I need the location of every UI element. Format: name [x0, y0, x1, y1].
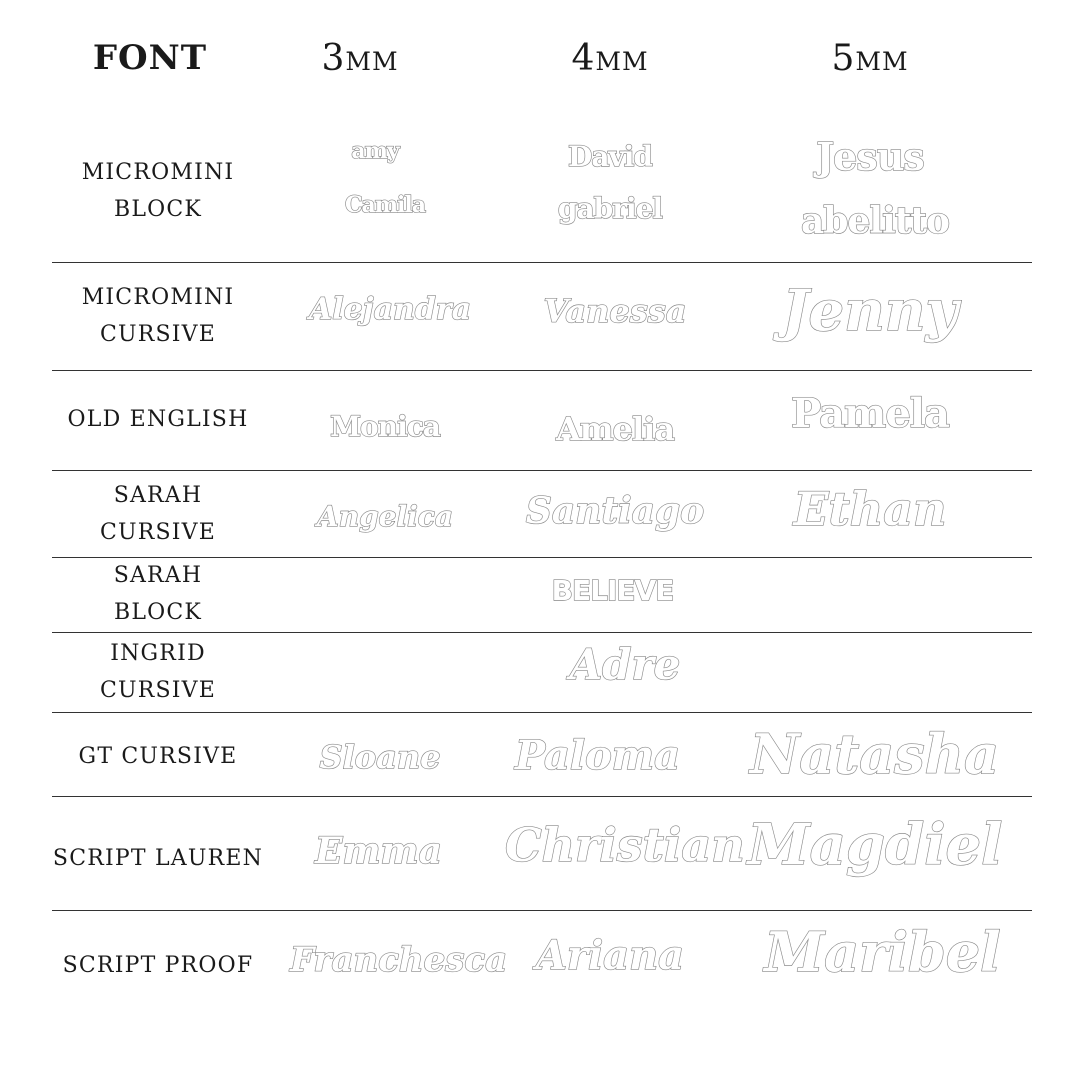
sample-believe: BELIEVE: [551, 574, 674, 607]
sample-abelitto: abelitto: [800, 200, 950, 242]
label-line: BLOCK: [113, 600, 203, 625]
row-label-micromini-cursive: [52, 279, 264, 353]
row-divider: [52, 262, 1032, 263]
sample-emma: Emma: [315, 830, 442, 872]
sample-franchesca: Franchesca: [290, 940, 508, 980]
sample-jesus: Jesus: [816, 134, 924, 179]
sample-natasha: Natasha: [750, 722, 999, 786]
row-divider: [52, 712, 1032, 713]
label-line: MICROMINI: [81, 160, 235, 185]
label-line: CURSIVE: [99, 678, 217, 703]
header-font: FONT: [92, 38, 208, 78]
label-line: SARAH: [113, 563, 203, 588]
header-4mm: 4mm: [571, 38, 649, 79]
row-label-script-proof: [52, 947, 264, 984]
sample-alejandra: Alejandra: [308, 292, 472, 327]
row-label-micromini-block: [52, 154, 264, 228]
sample-david: David: [568, 140, 652, 173]
sample-amy: amy: [351, 138, 399, 164]
header-3mm: 3mm: [321, 38, 399, 79]
sample-angelica: Angelica: [317, 500, 453, 533]
row-label-ingrid-cursive: [52, 635, 264, 709]
label-line: MICROMINI: [81, 285, 235, 310]
sample-paloma: Paloma: [515, 732, 681, 779]
sample-amelia: Amelia: [555, 410, 675, 448]
sample-camila: Camila: [344, 192, 425, 218]
sample-monica: Monica: [330, 410, 440, 443]
label-line: SARAH: [113, 483, 203, 508]
row-label-sarah-cursive: [52, 477, 264, 551]
label-line: GT CURSIVE: [78, 744, 238, 769]
row-divider: [52, 910, 1032, 911]
header-5mm: 5mm: [831, 38, 909, 79]
sample-gabriel: gabriel: [557, 192, 663, 225]
sample-ethan: Ethan: [793, 482, 947, 536]
sample-adre: Adre: [569, 640, 681, 689]
sample-magdiel: Magdiel: [747, 812, 1003, 878]
row-divider: [52, 470, 1032, 471]
sample-jenny: Jenny: [781, 278, 959, 344]
row-divider: [52, 632, 1032, 633]
row-label-old-english: [52, 401, 264, 438]
sample-santiago: Santiago: [525, 490, 705, 532]
sample-christian: Christian: [505, 818, 745, 872]
sample-vanessa: Vanessa: [543, 292, 687, 330]
label-line: SCRIPT LAUREN: [52, 846, 264, 871]
row-label-sarah-block: [52, 557, 264, 631]
label-line: INGRID: [110, 641, 206, 666]
row-label-gt-cursive: [52, 738, 264, 775]
label-line: SCRIPT PROOF: [62, 953, 254, 978]
row-label-script-lauren: [52, 840, 264, 877]
sample-maribel: Maribel: [764, 920, 1001, 984]
label-line: BLOCK: [113, 197, 203, 222]
row-divider: [52, 370, 1032, 371]
sample-ariana: Ariana: [535, 932, 685, 979]
label-line: CURSIVE: [99, 322, 217, 347]
label-line: OLD ENGLISH: [67, 407, 249, 432]
sample-pamela: Pamela: [791, 390, 949, 437]
label-line: CURSIVE: [99, 520, 217, 545]
sample-sloane: Sloane: [319, 738, 441, 776]
row-divider: [52, 796, 1032, 797]
